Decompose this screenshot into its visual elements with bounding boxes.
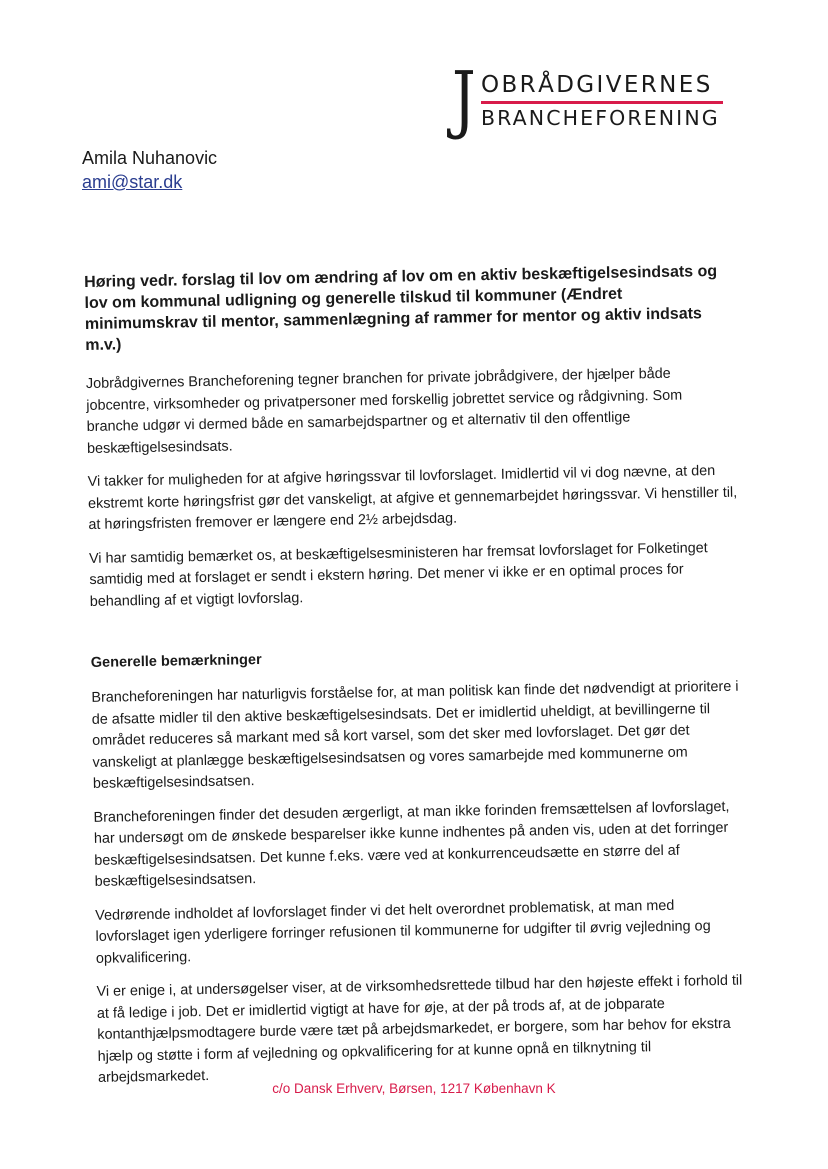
intro-paragraph-3: Vi har samtidig bemærket os, at beskæftigelsesministeren har fremsat lovforslaget for Folketinget samtidig med at forslaget er sendt i ekstern høring. Det mener vi ikke er en optimal proces for behandling af et vigtigt lovforslag.: [88, 539, 708, 610]
section-paragraph-4: Vi er enige i, at undersøgelser viser, at de virksomhedsrettede tilbud har den højeste effekt i forhold til at få ledige i job. Det er imidlertid vigtigt at have for øje, at der på trods af, at de jobparate kontanthjælpsmodtagere burde være tæt på arbejdsmarkedet, er borgere, som har behov for ekstra hjælp og støtte i form af vejledning og opkvalificering for at kunne opnå en tilknytning til arbejdsmarkedet.: [96, 972, 743, 1086]
sender-block: [82, 146, 217, 194]
sender-name: Amila Nuhanovic: [82, 148, 218, 168]
section-heading: Generelle bemærkninger: [90, 651, 262, 671]
footer-address: c/o Dansk Erhverv, Børsen, 1217 København K: [272, 1081, 556, 1096]
logo-line-1: OBRÅDGIVERNES: [481, 72, 713, 98]
sender-email-link[interactable]: ami@star.dk: [82, 172, 183, 192]
logo-line-2: BRANCHEFORENING: [481, 106, 720, 130]
letter-title: Høring vedr. forslag til lov om ændring af lov om en aktiv beskæftigelsesindsats og lov om kommunal udligning og generelle tilskud til kommuner (Ændret minimumskrav til mentor, sammenlægning af rammer for mentor og aktiv indsats m.v.): [84, 262, 718, 354]
intro-paragraph-1: Jobrådgivernes Brancheforening tegner branchen for private jobrådgivere, der hjælper både jobcentre, virksomheder og privatpersoner med forskellig jobrettet service og rådgivning. Som branche udgør vi dermed både en samarbejdspartner og et alternativ til den offentlige beskæftigelsesindsats.: [85, 365, 683, 457]
organization-logo: [452, 56, 732, 146]
section-paragraph-1: Brancheforeningen har naturligvis forståelse for, at man politisk kan finde det nødvendigt at prioritere i de afsatte midler til den aktive beskæftigelsesindsats. Det er imidlertid uheldigt, at bevillingerne til området reduceres så markant med så kort varsel, som det sker med lovforslaget. Det gør det vanskeligt at planlægge beskæftigelsesindsatsen og vores samarbejde med kommunerne om beskæftigelsesindsatsen.: [91, 678, 739, 792]
letter-body: [84, 261, 748, 1102]
section-paragraph-2: Brancheforeningen finder det desuden ærgerligt, at man ikke forinden fremsættelsen af lovforslaget, har undersøgt om de ønskede besparelser ikke kunne indhentes på anden vis, uden at det forringer beskæftigelsesindsatsen. Det kunne f.eks. være ved at konkurrenceudsætte en større del af beskæftigelsesindsatsen.: [93, 798, 730, 890]
section-paragraph-3: Vedrørende indholdet af lovforslaget finder vi det helt overordnet problematisk, at man med lovforslaget igen yderligere forringer refusionen til kommunerne for udgifter til øvrig vejledning og opkvalificering.: [95, 897, 711, 967]
logo-accent-rule: [481, 101, 723, 104]
logo-letter-j: J: [452, 56, 476, 142]
intro-paragraph-2: Vi takker for muligheden for at afgive høringssvar til lovforslaget. Imidlertid vil vi dog nævne, at den ekstremt korte høringsfrist gør det vanskeligt, at afgive et gennemarbejdet høringssvar. Vi henstiller til, at høringsfristen fremover er længere end 2½ arbejdsdag.: [87, 463, 738, 533]
